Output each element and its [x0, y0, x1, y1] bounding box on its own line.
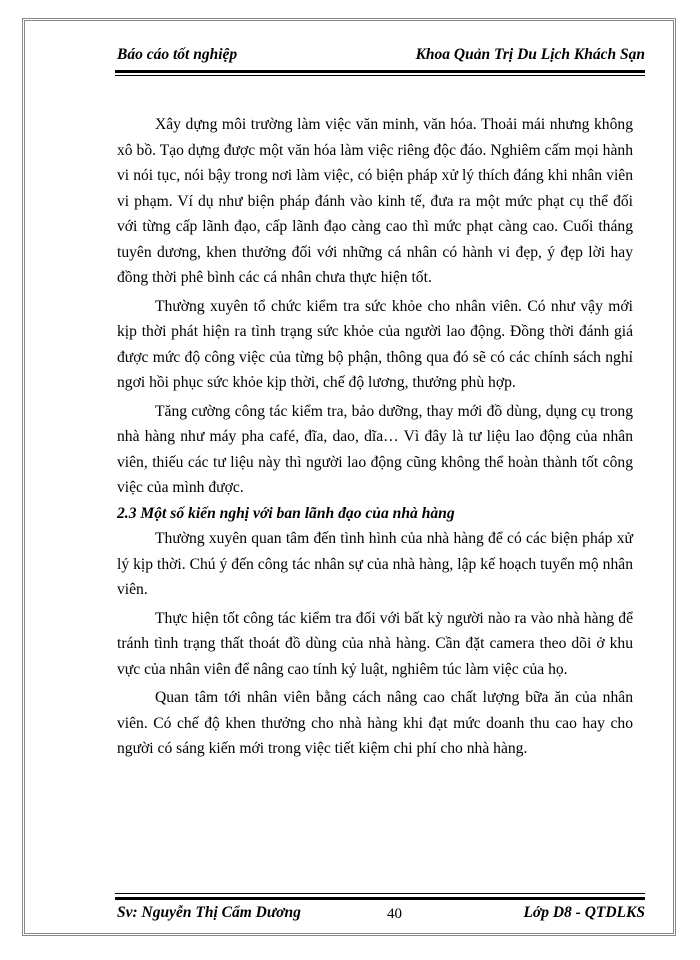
section-heading: 2.3 Một số kiến nghị với ban lãnh đạo của nhà hàng: [117, 504, 455, 522]
page-body: [117, 112, 633, 765]
paragraph: Tăng cường công tác kiểm tra, bảo dưỡng, thay mới đồ dùng, dụng cụ trong nhà hàng như máy pha café, đĩa, dao, dĩa… Vì đây là tư liệu lao động của nhân viên, thiếu các tư liệu này thì người lao động cũng không thể hoàn thành tốt công việc của mình được.: [117, 402, 633, 496]
page-number: 40: [387, 906, 402, 922]
paragraph: Xây dựng môi trường làm việc văn minh, văn hóa. Thoải mái nhưng không xô bồ. Tạo dựng được một văn hóa làm việc riêng độc đáo. Nghiêm cấm mọi hành vi nói tục, nói bậy trong nơi làm việc, có biện pháp xử lý thích đáng khi nhân viên vi phạm. Ví dụ như biện pháp đánh vào kinh tế, đưa ra một mức phạt cụ thể đối với từng cấp lãnh đạo, cấp lãnh đạo càng cao thì mức phạt càng cao. Cuối tháng tuyên dương, khen thưởng đối với những cá nhân có hành vi đẹp, ý đẹp lời hay đồng thời phê bình các cá nhân chưa thực hiện tốt.: [117, 116, 633, 286]
footer-rule-thick: [115, 897, 645, 900]
paragraph: Thường xuyên quan tâm đến tình hình của nhà hàng để có các biện pháp xử lý kịp thời. Chú ý đến công tác nhân sự của nhà hàng, lập kế hoạch tuyển mộ nhân viên.: [117, 530, 633, 598]
footer-student-name: Sv: Nguyễn Thị Cẩm Dương: [117, 904, 301, 921]
header-rule-thick: [115, 70, 645, 73]
paragraph: Quan tâm tới nhân viên bằng cách nâng cao chất lượng bữa ăn của nhân viên. Có chế độ khen thưởng cho nhà hàng khi đạt mức doanh thu cao hay cho người có sáng kiến mới trong việc tiết kiệm chi phí cho nhà hàng.: [117, 689, 633, 757]
footer-class: Lớp D8 - QTDLKS: [523, 904, 645, 921]
header-report-title: Báo cáo tốt nghiệp: [117, 46, 238, 63]
footer-rule-thin: [115, 893, 645, 894]
header-rule-thin: [115, 75, 645, 76]
header-faculty: Khoa Quản Trị Du Lịch Khách Sạn: [415, 46, 645, 63]
page-header: [115, 46, 645, 70]
paragraph: Thường xuyên tổ chức kiểm tra sức khỏe cho nhân viên. Có như vậy mới kịp thời phát hiện ra tình trạng sức khỏe của người lao động. Đồng thời đánh giá được mức độ công việc của từng bộ phận, thông qua đó sẽ có các chính sách nghỉ ngơi hồi phục sức khỏe kịp thời, chế độ lương, thưởng phù hợp.: [117, 297, 633, 391]
page-footer: [115, 904, 645, 926]
paragraph: Thực hiện tốt công tác kiểm tra đối với bất kỳ người nào ra vào nhà hàng để tránh tình trạng thất thoát đồ dùng của nhà hàng. Cần đặt camera theo dõi ở khu vực của nhân viên để nâng cao tính kỷ luật, nghiêm túc làm việc của họ.: [117, 609, 633, 678]
